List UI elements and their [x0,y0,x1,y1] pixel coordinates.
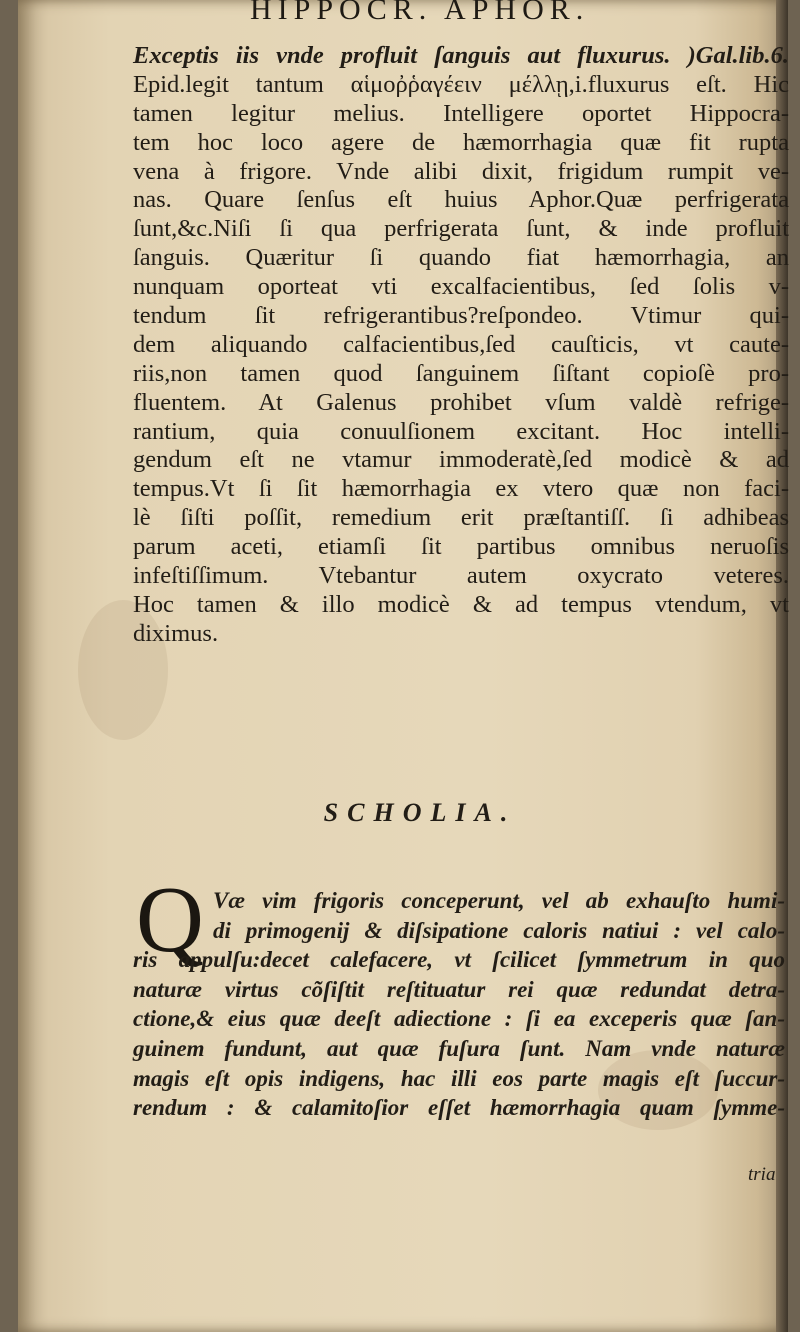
text-line: lè ſiſti poſſit, remedium erit præſtantiſſ. ſi adhibeas [133,504,789,532]
text-line: nas. Quare ſenſus eſt huius Aphor.Quæ perfrigerata [133,186,789,214]
catchword: tria [748,1164,776,1185]
scholia-line: ris appulſu:decet calefacere, vt ſcilicet ſymmetrum in quo [133,947,785,973]
scholia-line: naturæ virtus cõſiſtit reſtituatur rei quæ redundat detra- [133,976,785,1002]
text-line: diximus. [133,619,219,647]
text-line: ſanguis. Quæritur ſi quando fiat hæmorrhagia, an [133,244,789,272]
text-line: Hoc tamen & illo modicè & ad tempus vtendum, vt [133,590,789,618]
text-line: ſunt,&c.Niſi ſi qua perfrigerata ſunt, & inde profluit [133,215,789,243]
text-line: fluentem. At Galenus prohibet vſum valdè refrige- [133,388,789,416]
scholia-text [133,886,785,1123]
scholia-line: ctione,& eius quæ deeſt adiectione : ſi ea exceperis quæ ſan- [133,1006,785,1032]
text-line: vena à frigore. Vnde alibi dixit, frigidum rumpit ve- [133,157,789,185]
text-line: tamen legitur melius. Intelligere oportet Hippocra- [133,99,789,127]
scholia-line: magis eſt opis indigens, hac illi eos parte magis eſt ſuccur- [133,1065,785,1091]
aphorism-commentary [133,42,789,649]
text-line: riis,non tamen quod ſanguinem ſiſtant copioſè pro- [133,359,789,387]
text-line: parum aceti, etiamſi ſit partibus omnibus neruoſis [133,533,789,561]
text-line: tem hoc loco agere de hæmorrhagia quæ fit rupta [133,128,789,156]
text-line: Exceptis iis vnde profluit ſanguis aut fluxurus. )Gal.lib.6. [133,42,789,69]
text-line: nunquam oporteat vti excalfacientibus, ſed ſolis v- [133,273,789,301]
text-line: Epid.legit tantum αἱμοῤῥαγέειν μέλλῃ,i.fluxurus eſt. Hic [133,70,789,98]
scholia-line: rendum : & calamitoſior eſſet hæmorrhagia quam ſymme- [133,1095,785,1121]
drop-cap: Q [136,868,204,972]
scholia-line: di primogenij & diſsipatione caloris natiui : vel calo- [213,917,785,943]
text-line: infeſtiſſimum. Vtebantur autem oxycrato veteres. [133,562,789,590]
text-line: dem aliquando calfacientibus,ſed cauſticis, vt caute- [133,330,789,358]
text-line: rantium, quia conuulſionem excitant. Hoc intelli- [133,417,789,445]
text-line: tendum ſit refrigerantibus?reſpondeo. Vtimur qui- [133,302,789,330]
scholia-line: guinem fundunt, aut quæ fuſura ſunt. Nam vnde naturæ [133,1035,785,1061]
running-header: HIPPOCR. APHOR. [250,0,590,24]
text-line: gendum eſt ne vtamur immoderatè,ſed modicè & ad [133,446,789,474]
text-line: tempus.Vt ſi ſit hæmorrhagia ex vtero quæ non faci- [133,475,789,503]
scholia-line: Væ vim frigoris conceperunt, vel ab exhauſto humi- [213,888,785,913]
scholia-heading: SCHOLIA. [323,798,517,827]
